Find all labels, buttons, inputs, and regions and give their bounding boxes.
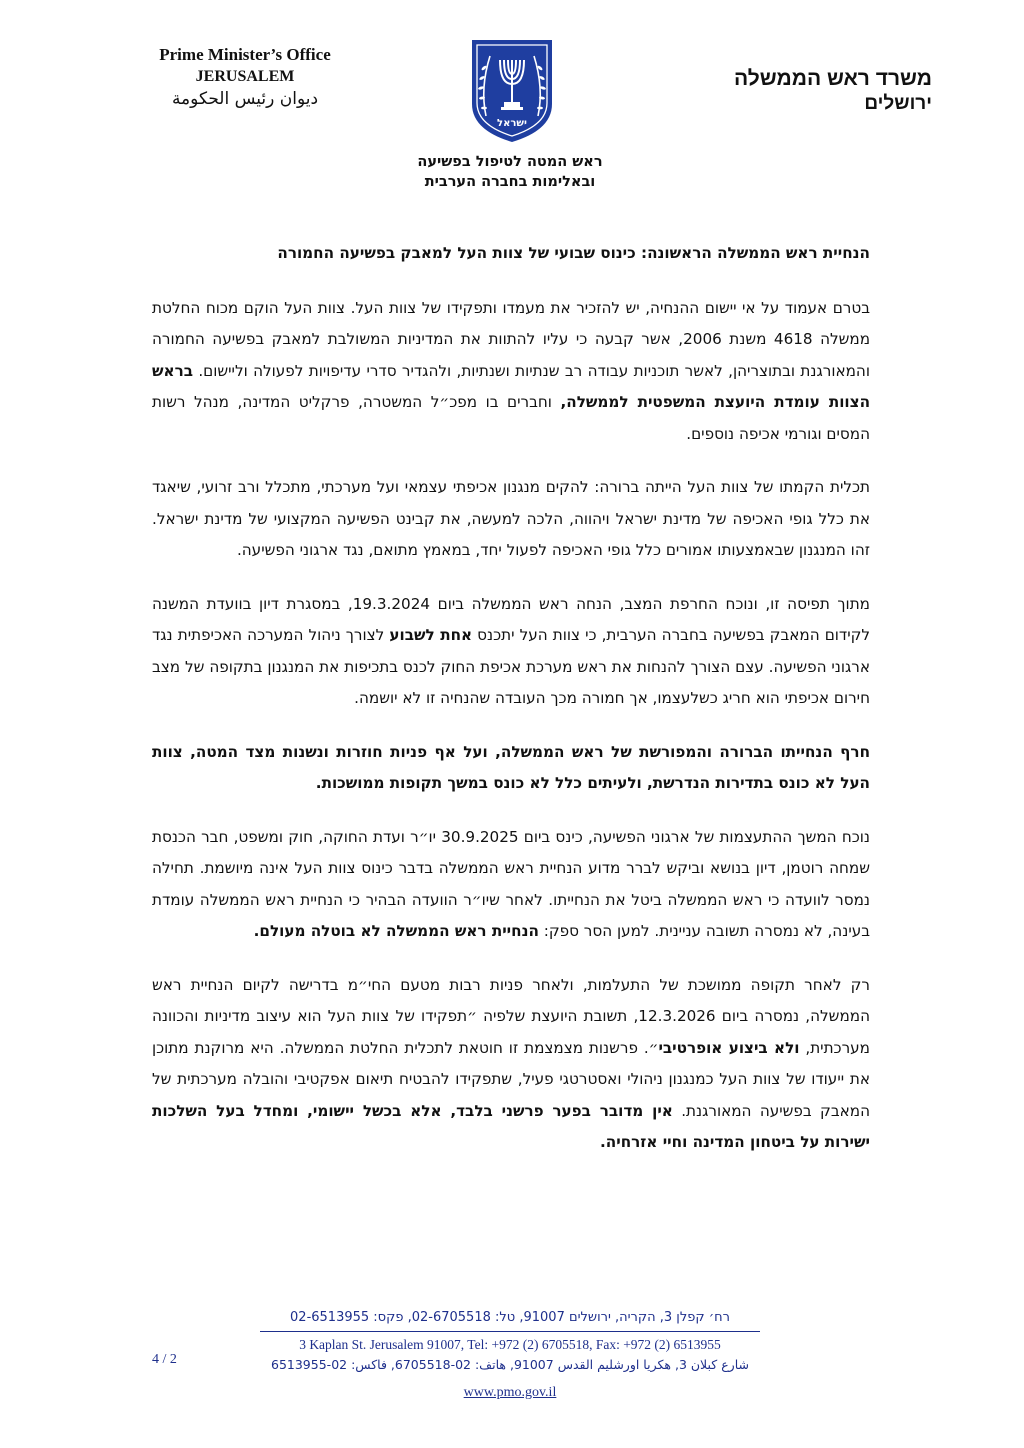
document-title: הנחיית ראש הממשלה הראשונה: כינוס שבועי של צוות העל למאבק בפשיעה החמורה bbox=[277, 244, 870, 262]
paragraph-3 bbox=[152, 589, 870, 715]
office-name-en: Prime Minister’s Office bbox=[159, 45, 331, 64]
paragraph-5-text-a: נוכח המשך ההתעצמות של ארגוני הפשיעה, כינס ביום 30.9.2025 יו״ר ועדת החוקה, חוק ומשפט, חבר הכנסת שמחה רוטמן, דיון בנושא וביקש לברר מדוע הנחיית ראש הממשלה בדבר כינוס צוות העל אינה מיושמת. תחילה נמסר לוועדה כי ראש הממשלה ביטל את הנחייתו. לאחר שיו״ר הוועדה הבהיר כי הנחיית ראש הממשלה עומדת בעינה, לא נמסרה תשובה עניינית. למען הסר ספק: bbox=[152, 827, 871, 940]
header-right-block bbox=[734, 66, 932, 116]
paragraph-5-bold: הנחיית ראש הממשלה לא בוטלה מעולם. bbox=[253, 922, 539, 940]
footer-address-he: רח׳ קפלן 3, הקריה, ירושלים 91007, טל: 02-6705518, פקס: 02-6513955 bbox=[290, 1310, 730, 1325]
office-city-he: ירושלים bbox=[864, 93, 932, 114]
paragraph-3-bold: אחת לשבוע bbox=[389, 626, 473, 644]
office-name-ar: ديوان رئيس الحكومة bbox=[171, 89, 319, 109]
paragraph-1-bold: בראש הצוות עומדת היועצת המשפטית לממשלה, bbox=[152, 361, 870, 411]
paragraph-1-text-a: בטרם אעמוד על אי יישום ההנחיה, יש להזכיר את מעמדו ותפקידו של צוות העל. צוות העל הוקם מכוח החלטת ממשלה 4618 משנת 2006, אשר קבעה כי עליו להתוות את המדיניות המשולבת למאבק בפשיעה החמורה והמאורגנת ובתוצריהן, לאשר תוכניות עבודה רב שנתיות ושנתיות, ולהגדיר סדרי עדיפויות לפעולה וליישום. bbox=[152, 298, 871, 380]
page-number: 4 / 2 bbox=[152, 1352, 177, 1367]
paragraph-6-bold-1: ולא ביצוע אופרטיבי bbox=[658, 1038, 800, 1057]
office-name-he: משרד ראש הממשלה bbox=[733, 67, 932, 90]
paragraph-3-text-a: מתוך תפיסה זו, ונוכח החרפת המצב, הנחה ראש הממשלה ביום 19.3.2024, במסגרת דיון בוועדת המשנה לקידום המאבק בפשיעה בחברה הערבית, כי צוות העל יתכנס bbox=[152, 594, 871, 644]
footer-address-ar: شارع كبلان 3, هكريا اورشليم القدس 91007, هاتف: 02-6705518, فاكس: 02-6513955 bbox=[271, 1357, 749, 1372]
footer-divider bbox=[260, 1331, 760, 1332]
paragraph-4-bold: חרף הנחייתו הברורה והמפורשת של ראש הממשלה, ועל אף פניות חוזרות ונשנות מצד המטה, צוות העל לא כונס בתדירות הנדרשת, ולעיתים כלל לא כונס במשך תקופות ממושכות. bbox=[152, 742, 870, 792]
paragraph-1 bbox=[152, 293, 870, 451]
paragraph-6-bold-2: אין מדובר בפער פרשני בלבד, אלא בכשל יישומי, ומחדל בעל השלכות ישירות על ביטחון המדינה וחיי אזרחיה. bbox=[152, 1101, 870, 1151]
state-emblem-icon bbox=[468, 38, 556, 144]
emblem-label: ישראל bbox=[497, 118, 527, 129]
document-body bbox=[152, 238, 870, 1181]
paragraph-1-text-c: וחברים בו מפכ״ל המשטרה, פרקליט המדינה, מנהל רשות המסים וגורמי אכיפה נוספים. bbox=[152, 393, 870, 443]
unit-name-line1: ראש המטה לטיפול בפשיעה bbox=[417, 154, 603, 170]
unit-name bbox=[360, 152, 660, 192]
paragraph-6-text-c: ״. פרשנות מצמצמת זו חוטאת לתכלית החלטת הממשלה. היא מרוקנת מתוכן את ייעודו של צוות העל כמנגנון ניהולי ואסטרטגי פעיל, שתפקידו להבטיח תיאום אפקטיבי והובלה מערכתית של המאבק בפשיעה המאורגנת. bbox=[152, 1038, 870, 1120]
paragraph-5 bbox=[152, 822, 870, 948]
paragraph-6-text-a: רק לאחר תקופה ממושכת של התעלמות, ולאחר פניות רבות מטעם החי״מ בדרישה לקיום הנחיית ראש הממשלה, נמסרה ביום 12.3.2026, תשובת היועצת שלפיה ״תפקידו של צוות העל הוא עיצוב מדיניות והכוונה מערכתית, bbox=[152, 975, 870, 1057]
paragraph-2: תכלית הקמתו של צוות העל הייתה ברורה: להקים מנגנון אכיפתי עצמאי ועל מערכתי, מתכלל ורב זרועי, שיאגד את כלל גופי האכיפה של מדינת ישראל ויהווה, הלכה למעשה, את קבינט הפשיעה המקצועי של מדינת ישראל. זהו המנגנון שבאמצעותו אמורים כלל גופי האכיפה לפעול יחד, במאמץ מתואם, נגד ארגוני הפשיעה. bbox=[152, 478, 870, 559]
header-left-block bbox=[150, 44, 340, 111]
paragraph-3-text-c: לצורך ניהול המערכה האכיפתית נגד ארגוני הפשיעה. עצם הצורך להנחות את ראש מערכת אכיפת החוק לכנס בתכיפות את המנגנון בתקופה של מצב חירום אכיפתי הוא חריג כשלעצמו, אך חמורה מכך העובדה שהנחיה זו לא יושמה. bbox=[152, 626, 870, 707]
office-city-en: JERUSALEM bbox=[195, 68, 295, 85]
paragraph-6 bbox=[152, 970, 870, 1159]
footer-address-en: 3 Kaplan St. Jerusalem 91007, Tel: +972 (2) 6705518, Fax: +972 (2) 6513955 bbox=[299, 1337, 721, 1352]
page-footer bbox=[230, 1308, 790, 1401]
footer-website-link[interactable]: www.pmo.gov.il bbox=[463, 1385, 557, 1400]
unit-name-line2: ובאלימות בחברה הערבית bbox=[424, 174, 596, 190]
paragraph-4 bbox=[152, 737, 870, 800]
